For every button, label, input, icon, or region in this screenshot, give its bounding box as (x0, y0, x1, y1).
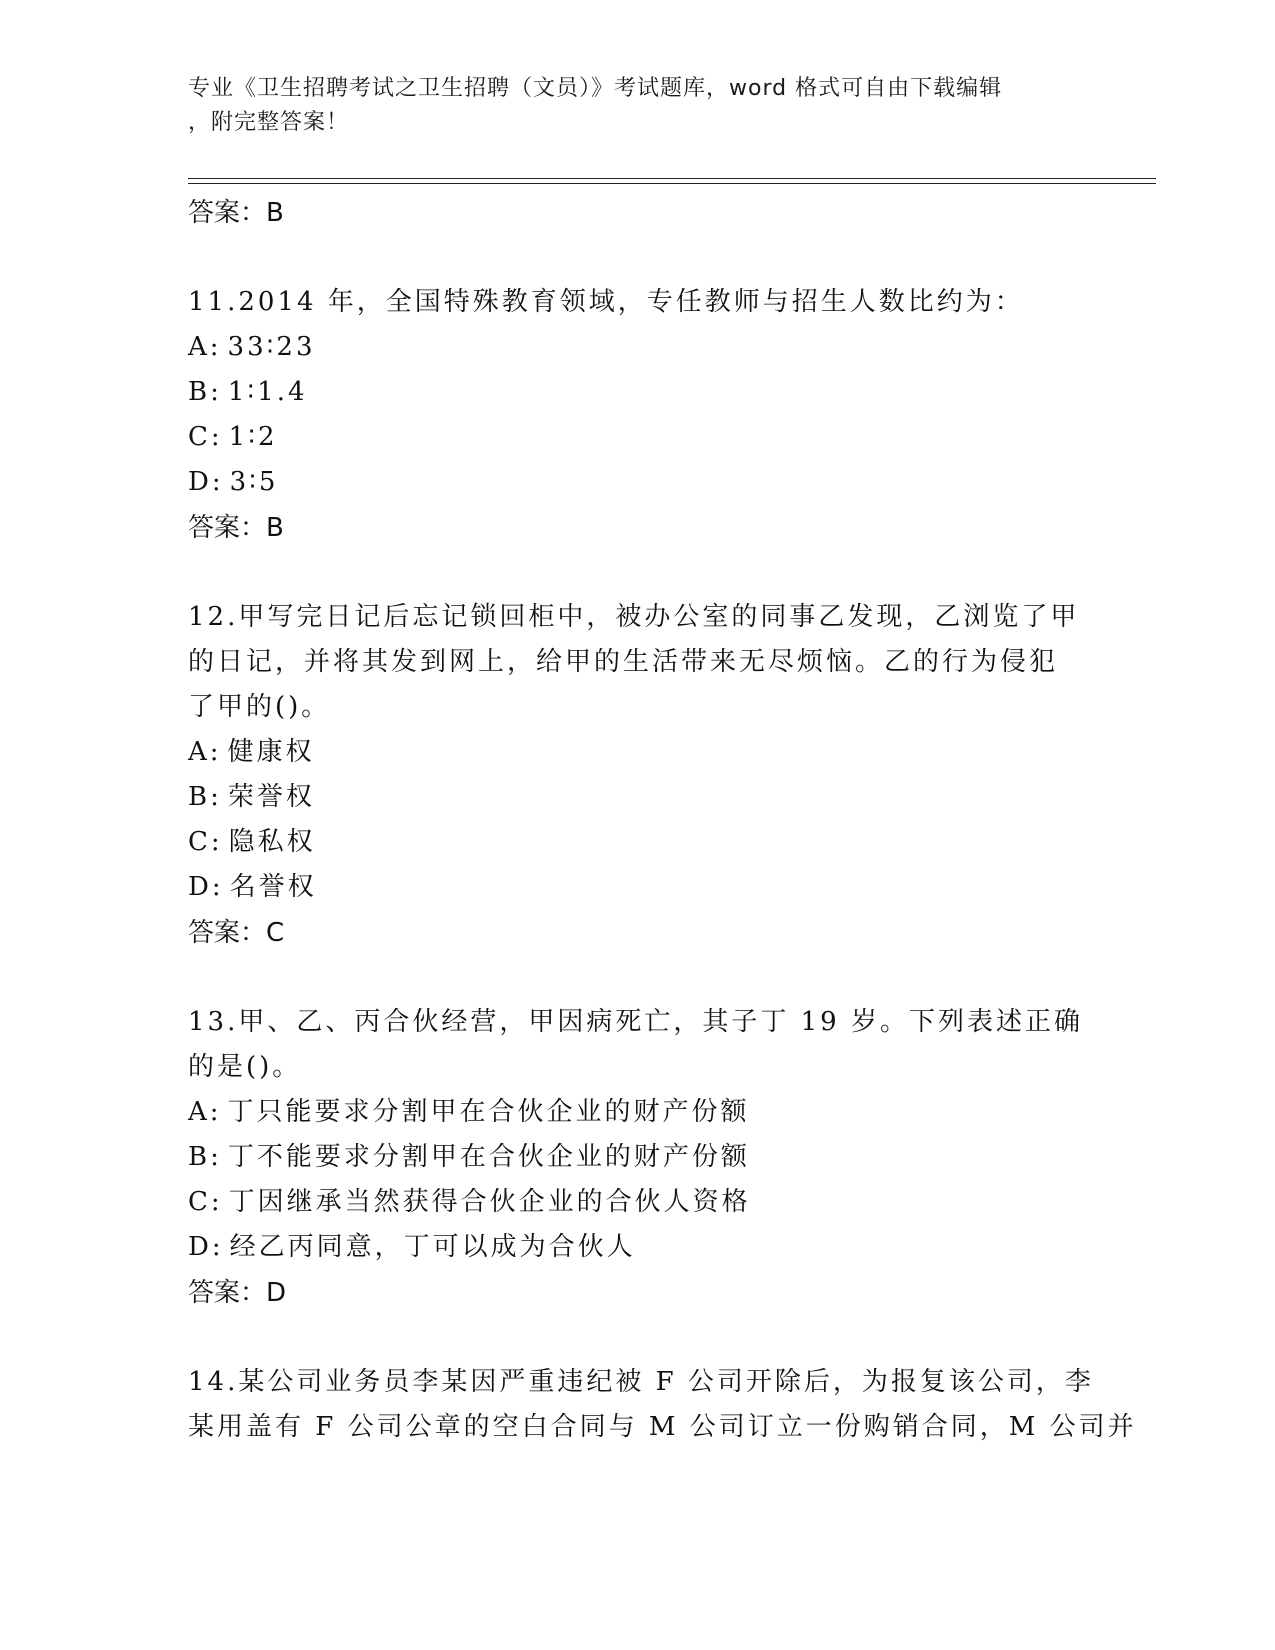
option-c (188, 415, 1088, 460)
question-11 (188, 280, 1088, 551)
option-text: 丁只能要求分割甲在合伙企业的财产份额 (227, 1097, 750, 1127)
question-line: 某用盖有 F 公司公章的空白合同与 M 公司订立一份购销合同，M 公司并 (188, 1412, 1137, 1442)
option-key: C: (188, 827, 223, 857)
option-text: 33∶23 (227, 332, 316, 362)
question-text (188, 1000, 1088, 1090)
option-text: 名誉权 (229, 872, 317, 902)
option-text: 3∶5 (229, 467, 279, 497)
option-text: 丁因继承当然获得合伙企业的合伙人资格 (228, 1187, 751, 1217)
option-key: A: (188, 737, 222, 767)
question-text (188, 595, 1088, 730)
question-line: 12.甲写完日记后忘记锁回柜中，被办公室的同事乙发现，乙浏览了甲 (188, 602, 1080, 632)
question-line: 11.2014 年，全国特殊教育领域，专任教师与招生人数比约为： (188, 287, 1024, 317)
option-key: D: (188, 872, 224, 902)
option-c (188, 820, 1088, 865)
option-key: C: (188, 422, 223, 452)
option-a (188, 325, 1088, 370)
question-line: 的是()。 (188, 1052, 302, 1082)
option-text: 荣誉权 (227, 782, 315, 812)
question-line: 了甲的()。 (188, 692, 331, 722)
question-14 (188, 1360, 1137, 1450)
option-a (188, 730, 1088, 775)
option-c (188, 1180, 1088, 1225)
header-line-2: ，附完整答案！ (188, 110, 350, 135)
question-text (188, 1360, 1137, 1450)
option-text: 丁不能要求分割甲在合伙企业的财产份额 (227, 1142, 750, 1172)
answer: 答案：D (188, 1278, 287, 1308)
option-d (188, 865, 1088, 910)
option-key: A: (188, 1097, 222, 1127)
option-key: B: (188, 782, 222, 812)
question-text (188, 280, 1088, 325)
option-key: D: (188, 467, 224, 497)
option-key: D: (188, 1232, 224, 1262)
option-key: A: (188, 332, 222, 362)
option-d (188, 460, 1088, 505)
header-divider-bottom (188, 183, 1156, 184)
option-text: 隐私权 (228, 827, 316, 857)
answer: 答案：B (188, 513, 284, 543)
question-13 (188, 1000, 1088, 1316)
option-d (188, 1225, 1088, 1270)
option-key: B: (188, 377, 222, 407)
option-text: 1∶2 (228, 422, 278, 452)
option-key: C: (188, 1187, 223, 1217)
option-text: 经乙丙同意，丁可以成为合伙人 (229, 1232, 636, 1262)
previous-answer: 答案：B (188, 198, 284, 228)
header-line-1: 专业《卫生招聘考试之卫生招聘（文员）》考试题库，word 格式可自由下载编辑 (188, 76, 1003, 101)
question-12 (188, 595, 1088, 956)
question-line: 14.某公司业务员李某因严重违纪被 F 公司开除后，为报复该公司，李 (188, 1367, 1094, 1397)
option-a (188, 1090, 1088, 1135)
option-b (188, 1135, 1088, 1180)
question-list (188, 190, 1137, 1450)
answer: 答案：C (188, 918, 285, 948)
option-text: 1∶1.4 (227, 377, 308, 407)
header-divider-top (188, 178, 1156, 179)
question-line: 13.甲、乙、丙合伙经营，甲因病死亡，其子丁 19 岁。下列表述正确 (188, 1007, 1083, 1037)
document-header (188, 72, 1068, 140)
option-b (188, 775, 1088, 820)
option-key: B: (188, 1142, 222, 1172)
option-b (188, 370, 1088, 415)
option-text: 健康权 (227, 737, 315, 767)
question-line: 的日记，并将其发到网上，给甲的生活带来无尽烦恼。乙的行为侵犯 (188, 647, 1059, 677)
